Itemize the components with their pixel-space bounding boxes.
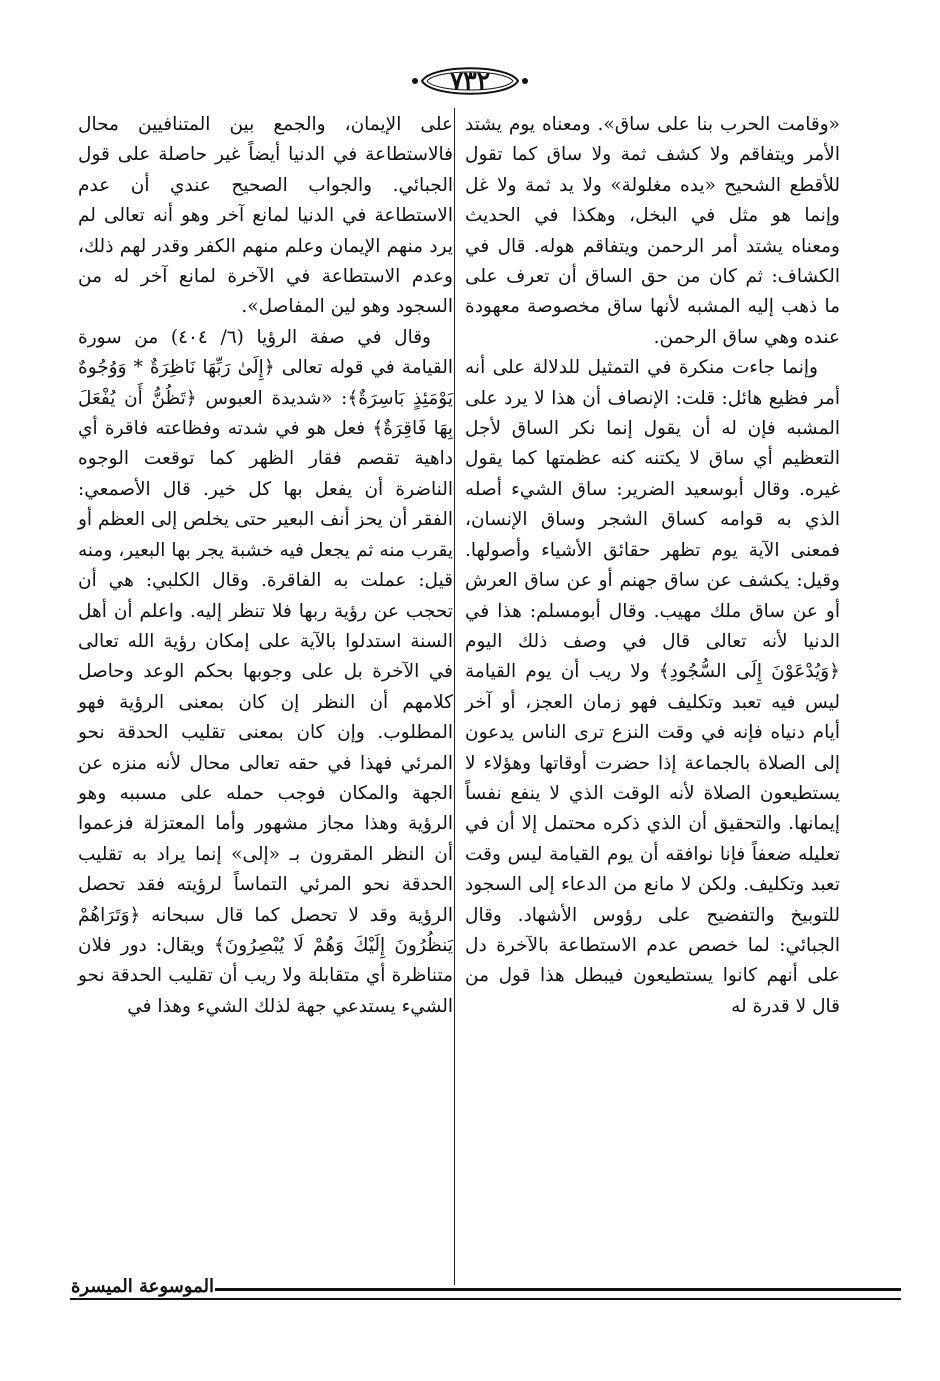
right-column [465, 110, 840, 1280]
page-number: ٧٣٢ [449, 66, 491, 95]
left-column [78, 110, 453, 1280]
left-paragraph-2: وقال في صفة الرؤيا (٦/ ٤٠٤) من سورة القيامة في قوله تعالى ﴿إِلَىٰ رَبِّهَا نَاظِرَةٌ * وَوُجُوهٌ يَوْمَئِذٍ بَاسِرَةٌ﴾: «شديدة العبوس ﴿تَظُنُّ أَن يُفْعَلَ بِهَا فَاقِرَةٌ﴾ فعل هو في شدته وفظاعته فاقرة أي داهية تقصم فقار الظهر كما توقعت الوجوه الناضرة أن يفعل بها كل خير. قال الأصمعي: الفقر أن يحز أنف البعير حتى يخلص إلى العظم أو يقرب منه ثم يجعل فيه خشبة يجر بها البعير، ومنه قيل: عملت به الفاقرة. وقال الكلبي: هي أن تحجب عن رؤية ربها فلا تنظر إليه. واعلم أن أهل السنة استدلوا بالآية على إمكان رؤية الله تعالى في الآخرة بل على وجوبها بحكم الوعد وحاصل كلامهم أن النظر إن كان بمعنى الرؤية فهو المطلوب. وإن كان بمعنى تقليب الحدقة نحو المرئي فهذا في حقه تعالى محال لأنه منزه عن الجهة والمكان فوجب حمله على مسببه وهو الرؤية وهذا مجاز مشهور وأما المعتزلة فزعموا أن النظر المقرون بـ «إلى» إنما يراد به تقليب الحدقة نحو المرئي التماساً لرؤيته فقد تحصل الرؤية وقد لا تحصل كما قال سبحانه ﴿وَتَرَاهُمْ يَنظُرُونَ إِلَيْكَ وَهُمْ لَا يُبْصِرُونَ﴾ ويقال: دور فلان متناظرة أي متقابلة ولا ريب أن تقليب الحدقة نحو الشيء يستدعي جهة لذلك الشيء وهذا في [78, 326, 453, 1017]
column-divider [454, 108, 455, 1285]
footer-book-title: الموسوعة الميسرة [71, 1276, 214, 1297]
footer-rule-thick [215, 1288, 901, 1291]
left-paragraph-1: على الإيمان، والجمع بين المتنافيين محال فالاستطاعة في الدنيا أيضاً غير حاصلة على قول الجبائي. والجواب الصحيح عندي أن عدم الاستطاعة في الدنيا لمانع آخر وهو أنه تعالى لم يرد منهم الإيمان وعلم منهم الكفر وقدر لهم ذلك، وعدم الاستطاعة في الآخرة لمانع آخر له من السجود وهو لين المفاصل». [78, 114, 453, 318]
page-number-frame [410, 58, 530, 104]
right-paragraph-1: «وقامت الحرب بنا على ساق». ومعناه يوم يشتد الأمر ويتفاقم ولا كشف ثمة ولا ساق كما تقول للأقطع الشحيح «يده مغلولة» ولا يد ثمة ولا غل وإنما هو مثل في البخل، وهكذا في الحديث ومعناه يشتد أمر الرحمن ويتفاقم هوله. قال في الكشاف: ثم كان من حق الساق أن تعرف على ما ذهب إليه المشبه لأنها ساق مخصوصة معهودة عنده وهي ساق الرحمن. [465, 114, 840, 348]
right-paragraph-2: وإنما جاءت منكرة في التمثيل للدلالة على أنه أمر فظيع هائل: قلت: الإنصاف أن هذا لا يرد على المشبه فإن له أن يقول إنما نكر الساق لأجل التعظيم أي ساق لا يكتنه كنه عظمتها كما يقول غيره. وقال أبوسعيد الضرير: ساق الشيء أصله الذي به قوامه كساق الشجر وساق الإنسان، فمعنى الآية يوم تظهر حقائق الأشياء وأصولها. وقيل: يكشف عن ساق جهنم أو عن ساق العرش أو عن ساق ملك مهيب. وقال أبومسلم: هذا في الدنيا لأنه تعالى قال في وصف ذلك اليوم ﴿وَيُدْعَوْنَ إِلَى السُّجُودِ﴾ ولا ريب أن يوم القيامة ليس فيه تعبد وتكليف فهو زمان العجز، أو آخر أيام دنياه فإنه في وقت النزع ترى الناس يدعون إلى الصلاة بالجماعة إذا حضرت أوقاتها وهؤلاء لا يستطيعون الصلاة لأنه الوقت الذي لا ينفع نفساً إيمانها. والتحقيق أن الذي ذكره محتمل إلا أن في تعليله ضعفاً فإنا نوافقه أن يوم القيامة ليس وقت تعبد وتكليف. ولكن لا مانع من الدعاء إلى السجود للتوبيخ والتفضيح على رؤوس الأشهاد. وقال الجبائي: لما خصص عدم الاستطاعة بالآخرة دل على أنهم كانوا يستطيعون فيبطل هذا قول من قال لا قدرة له [465, 357, 840, 1017]
